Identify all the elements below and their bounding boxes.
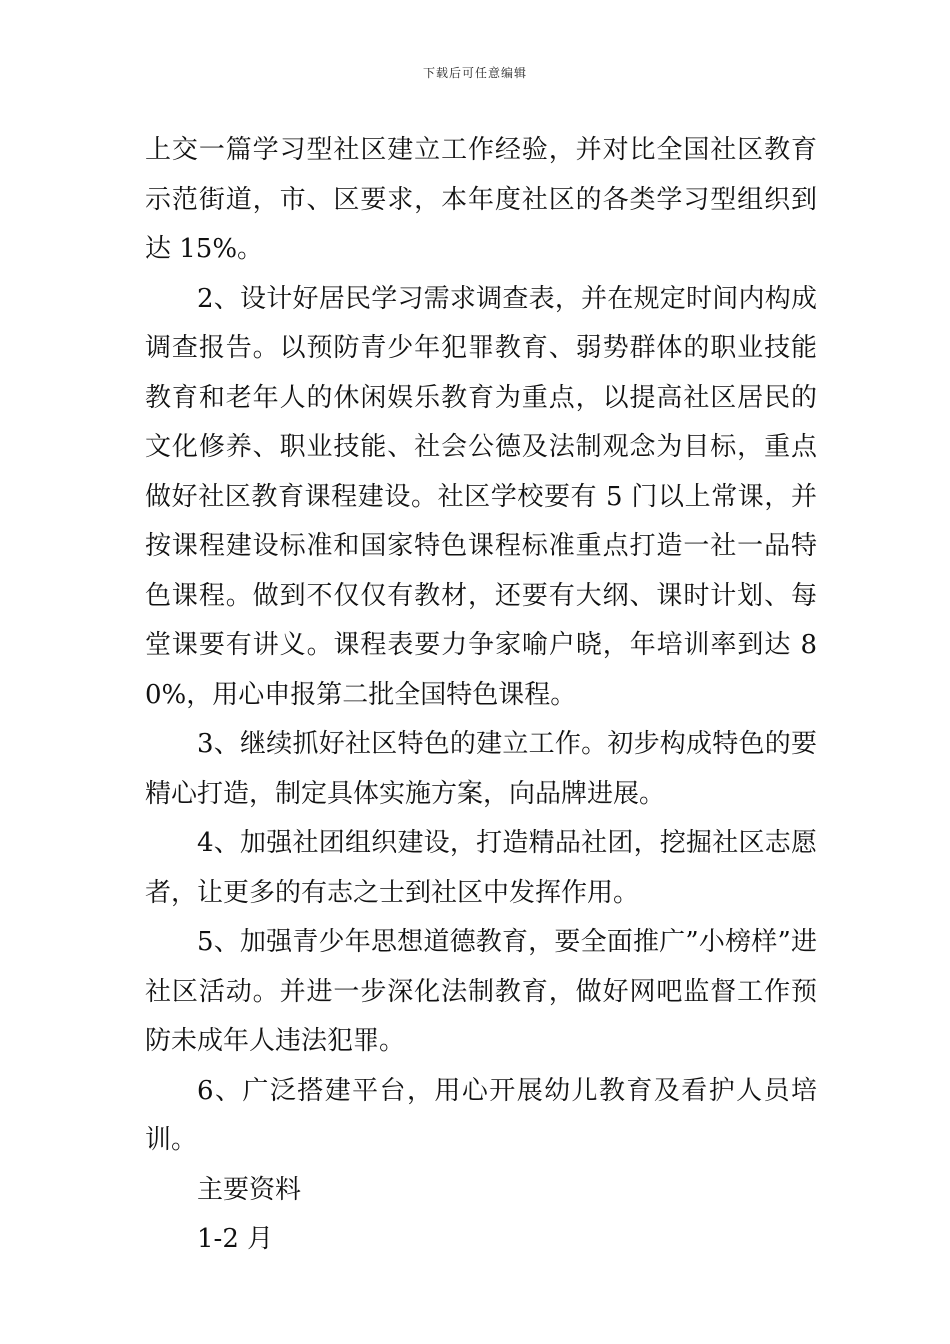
paragraph-item-6: 6、广泛搭建平台，用心开展幼儿教育及看护人员培训。 [145, 1075, 817, 1155]
section-heading-main-materials: 主要资料 [197, 1174, 302, 1205]
paragraph-item-2: 2、设计好居民学习需求调查表，并在规定时间内构成调查报告。以预防青少年犯罪教育、弱势群体的职业技能教育和老年人的休闲娱乐教育为重点，以提高社区居民的文化修养、职业技能、社会公德及法制观念为目标，重点做好社区教育课程建设。社区学校要有 5 门以上常课，并按课程建设标准和国家特色课程标准重点打造一社一品特色课程。做到不仅仅有教材，还要有大纲、课时计划、每堂课要有讲义。课程表要力争家喻户晓，年培训率到达 80%，用心申报第二批全国特色课程。 [145, 283, 817, 710]
paragraph-continued: 上交一篇学习型社区建立工作经验，并对比全国社区教育示范街道，市、区要求，本年度社区的各类学习型组织到达 15%。 [145, 135, 817, 264]
paragraph-item-3: 3、继续抓好社区特色的建立工作。初步构成特色的要精心打造，制定具体实施方案，向品牌进展。 [145, 729, 817, 809]
paragraph-item-5: 5、加强青少年思想道德教育，要全面推广”小榜样”进社区活动。并进一步深化法制教育，做好网吧监督工作预防未成年人违法犯罪。 [145, 927, 817, 1056]
paragraph-item-4: 4、加强社团组织建设，打造精品社团，挖掘社区志愿者，让更多的有志之士到社区中发挥作用。 [145, 828, 817, 908]
page-header-note: 下载后可任意编辑 [422, 66, 527, 80]
month-range-label: 1-2 月 [197, 1224, 274, 1254]
document-body [145, 126, 817, 1265]
